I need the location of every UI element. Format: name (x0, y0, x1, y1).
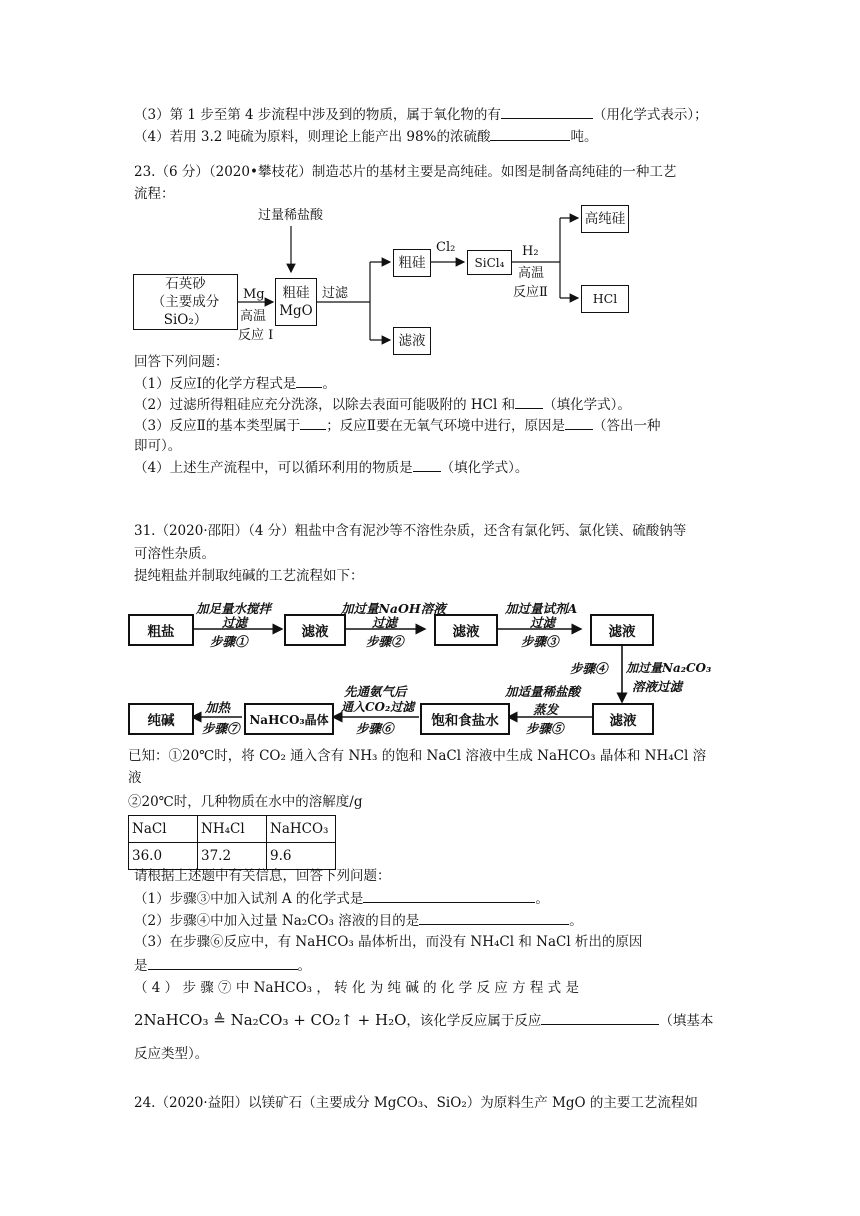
step4-label-c: 溶液过滤 (632, 679, 683, 694)
step1-label-c: 步骤① (210, 634, 248, 649)
step5-label-c: 步骤⑤ (526, 721, 564, 736)
table-cell: 36.0 (129, 843, 198, 870)
reaction-1-label: 反应 I (238, 328, 274, 343)
step2-label-a: 加过量NaOH溶液 (341, 601, 446, 616)
acid-label: 过量稀盐酸 (258, 208, 324, 223)
q23-part-1: （1）反应Ⅰ的化学方程式是 。 (134, 373, 336, 394)
step6-label-a: 先通氨气后 (344, 684, 407, 699)
filtrate-box-4 (592, 703, 654, 735)
q31-stem-3: 提纯粗盐并制取纯碱的工艺流程如下： (134, 568, 364, 584)
filtrate-box-2 (434, 614, 498, 646)
q31-ask: 请根据上述题中有关信息，回答下列问题： (134, 868, 391, 884)
q24-stem: 24.（2020·益阳）以镁矿石（主要成分 MgCO₃、SiO₂）为原料生产 MgO 的主要工艺流程如 (134, 1095, 698, 1111)
q23-stem-2: 流程： (134, 186, 175, 202)
table-header-row (129, 816, 336, 843)
q31-part-4-end: 反应类型）。 (134, 1046, 209, 1062)
quartz-sub-label: （主要成分SiO₂） (151, 294, 220, 328)
step3-label-a: 加过量试剂A (505, 601, 578, 616)
sicl4-label: SiCl₄ (474, 255, 505, 270)
step3-label-b: 过滤 (530, 615, 556, 630)
soda-label: 纯碱 (147, 713, 175, 729)
table-header-cell: NH₄Cl (198, 816, 267, 843)
crystal-label: NaHCO₃晶体 (249, 712, 329, 727)
crude-silicon-box-label: 粗硅 (398, 255, 426, 271)
cl2-label: Cl₂ (436, 240, 456, 255)
q31-part-3-cont: 是 。 (134, 955, 311, 976)
step3-label-c: 步骤③ (521, 634, 559, 649)
equation: 2NaHCO₃ ≜ Na₂CO₃ + CO₂↑ + H₂O (134, 1011, 407, 1029)
step4-label-a: 步骤④ (570, 661, 608, 676)
q31-part-2: （2）步骤④中加入过量 Na₂CO₃ 溶液的目的是 。 (134, 910, 583, 931)
q31-stem: 31.（2020·邵阳）（4 分）粗盐中含有泥沙等不溶性杂质，还含有氯化钙、氯化镁、硫酸钠等 (134, 523, 687, 539)
known-1-cont: 液 (128, 770, 142, 786)
table-cell: 37.2 (198, 843, 267, 870)
step1-label-b: 过滤 (222, 615, 248, 630)
q31-part-4: （ 4 ） 步 骤 ⑦ 中 NaHCO₃ ， 转 化 为 纯 碱 的 化 学 反 应 方 程 式 是 (134, 980, 579, 996)
step6-label-b: 通入CO₂过滤 (341, 700, 415, 714)
q23-part-3: （3）反应Ⅱ的基本类型属于 ；反应Ⅱ要在无氧气环境中进行，原因是 （答出一种 (134, 415, 660, 436)
step7-label-a: 加热 (205, 700, 231, 715)
mg-label: Mg (243, 287, 265, 302)
brine-box (420, 703, 510, 735)
filtrate-label-1: 滤液 (301, 624, 329, 640)
q23-answer-prompt: 回答下列问题： (134, 354, 229, 370)
high-temp-label-2: 高温 (518, 266, 545, 281)
mgo-label: MgO (279, 303, 313, 319)
filtrate-box-label: 滤液 (398, 333, 426, 349)
step4-label-b: 加过量Na₂CO₃ (626, 661, 712, 675)
h2-label: H₂ (522, 244, 539, 259)
quartz-label: 石英砂 (165, 276, 206, 292)
q31-part-3: （3）在步骤⑥反应中，有 NaHCO₃ 晶体析出，而没有 NH₄Cl 和 NaCl 析出的原因 (134, 934, 643, 950)
question-4-line: （4）若用 3.2 吨硫为原料，则理论上能产出 98%的浓硫酸 吨。 (134, 126, 597, 147)
filtrate-label-4: 滤液 (609, 713, 637, 729)
q23-part-4: （4）上述生产流程中，可以循环利用的物质是 （填化学式）。 (134, 457, 528, 478)
step2-label-c: 步骤② (366, 634, 404, 649)
known-1: 已知：①20℃时，将 CO₂ 通入含有 NH₃ 的饱和 NaCl 溶液中生成 NaHCO₃ 晶体和 NH₄Cl 溶 (128, 748, 707, 764)
step1-label-a: 加足量水搅拌 (196, 601, 272, 616)
step5-label-b: 蒸发 (533, 702, 559, 717)
known-2: ②20℃时，几种物质在水中的溶解度/g (128, 794, 363, 810)
crystal-box (244, 703, 334, 735)
q23-stem: 23.（6 分）（2020•攀枝花）制造芯片的基材主要是高纯硅。如图是制备高纯硅的一种工艺 (134, 164, 677, 180)
filter-label: 过滤 (322, 286, 349, 301)
step6-label-c: 步骤⑥ (356, 721, 394, 736)
crude-silicon-label: 粗硅 (282, 285, 310, 301)
step5-label-a: 加适量稀盐酸 (505, 684, 581, 699)
crude-salt-box (128, 614, 194, 646)
filtrate-box-3 (590, 614, 654, 646)
filtrate-label-3: 滤液 (608, 624, 636, 640)
q23-part-3-cont: 即可）。 (134, 438, 182, 454)
brine-label: 饱和食盐水 (431, 713, 499, 729)
step2-label-b: 过滤 (372, 615, 398, 630)
table-cell: 9.6 (267, 843, 336, 870)
question-3-line: （3）第 1 步至第 4 步流程中涉及到的物质，属于氧化物的有 （用化学式表示）； (134, 104, 708, 125)
filtrate-box-1 (284, 614, 346, 646)
filtrate-label-2: 滤液 (452, 624, 480, 640)
table-header-cell: NaCl (129, 816, 198, 843)
q23-part-2: （2）过滤所得粗硅应充分洗涤，以除去表面可能吸附的 HCl 和 （填化学式）。 (134, 394, 631, 415)
solubility-table (128, 815, 336, 870)
reaction-2-label: 反应Ⅱ (513, 285, 548, 300)
q31-part-4-cont: 2NaHCO₃ ≜ Na₂CO₃ + CO₂↑ + H₂O，该化学反应属于反应 （填基本 (134, 1011, 714, 1029)
table-header-cell: NaHCO₃ (267, 816, 336, 843)
q31-part-1: （1）步骤③中加入试剂 A 的化学式是 。 (134, 888, 549, 909)
step7-label-b: 步骤⑦ (202, 721, 240, 736)
crude-salt-label: 粗盐 (147, 624, 175, 640)
soda-box (128, 703, 194, 735)
q31-stem-2: 可溶性杂质。 (134, 546, 215, 562)
high-temp-label-1: 高温 (240, 309, 267, 324)
hcl-label: HCl (592, 291, 618, 306)
pure-silicon-label: 高纯硅 (584, 211, 626, 227)
